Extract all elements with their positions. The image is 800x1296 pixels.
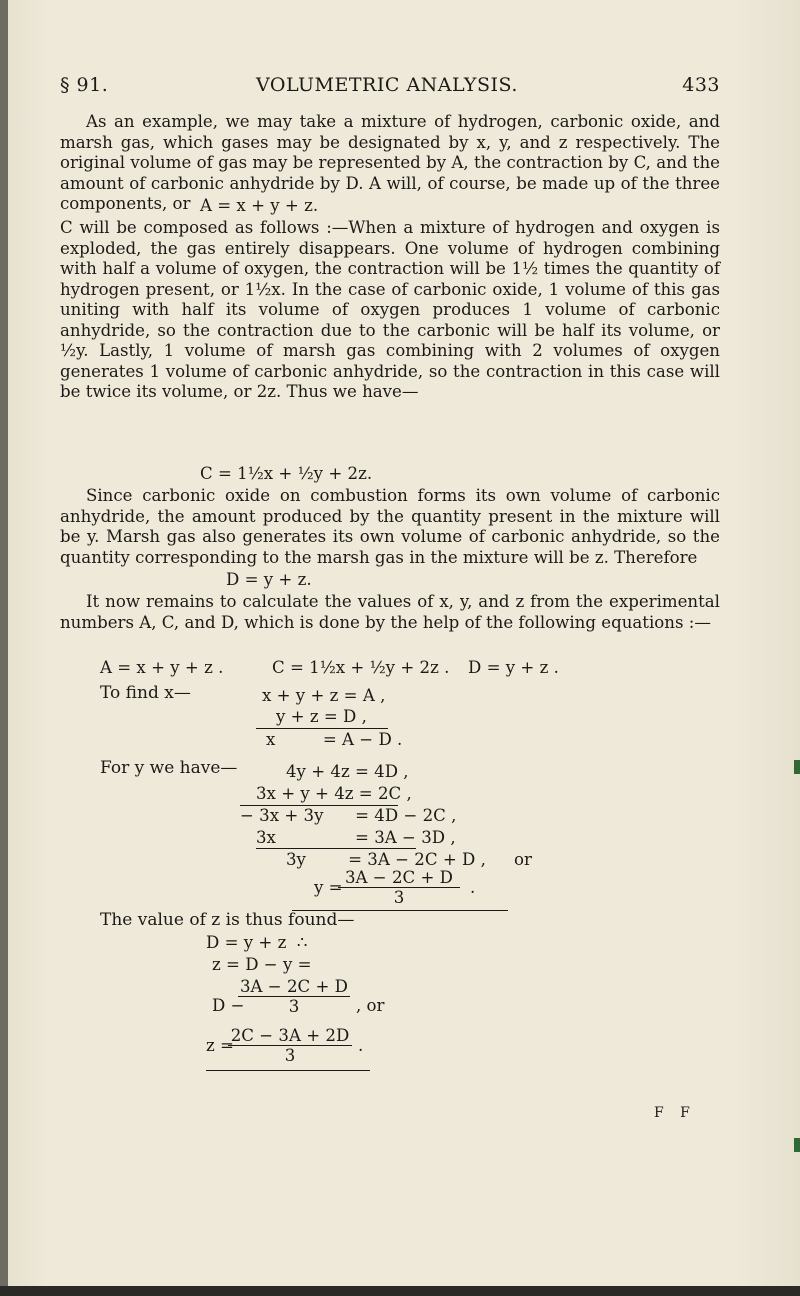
find-z-fraction-1 bbox=[238, 977, 350, 1016]
find-y-line-3: − 3x + 3y = 4D − 2C , bbox=[240, 806, 457, 825]
find-z-period: . bbox=[358, 1036, 364, 1055]
find-z-label: The value of z is thus found— bbox=[100, 910, 355, 930]
equation-a: A = x + y + z. bbox=[200, 196, 319, 215]
find-z-or: , or bbox=[356, 996, 385, 1015]
section-number: § 91. bbox=[60, 74, 109, 96]
find-y-line-2: 3x + y + 4z = 2C , bbox=[256, 784, 412, 803]
find-y-line-1: 4y + 4z = 4D , bbox=[286, 762, 409, 781]
rule-find-x bbox=[256, 728, 388, 729]
find-z-denominator-2: 3 bbox=[284, 1046, 296, 1065]
running-header bbox=[60, 74, 720, 104]
edge-mark-2 bbox=[794, 1138, 800, 1152]
find-z-numerator-1: 3A − 2C + D bbox=[239, 977, 348, 996]
find-y-or: or bbox=[514, 850, 532, 869]
system-equation-d: D = y + z . bbox=[468, 658, 559, 677]
find-y-y-equals: y = bbox=[314, 878, 343, 897]
running-title: VOLUMETRIC ANALYSIS. bbox=[256, 74, 518, 96]
printer-signature: F F bbox=[654, 1105, 696, 1121]
page-number: 433 bbox=[682, 74, 720, 96]
paragraph-anhydride: Since carbonic oxide on combustion forms its own volume of carbonic anhydride, the amount produced by the quantity present in the mixture will be y. Marsh gas also generates its own volume of carbonic anhydride, so the quantity corresponding to the marsh gas in the mixture will be z. Therefore bbox=[60, 486, 720, 567]
find-y-line-4: 3x = 3A − 3D , bbox=[256, 828, 456, 847]
find-y-label: For y we have— bbox=[100, 758, 238, 778]
bottom-shadow bbox=[0, 1286, 800, 1296]
system-equation-a: A = x + y + z . bbox=[100, 658, 224, 677]
find-z-d-minus: D − bbox=[212, 996, 245, 1015]
find-y-denominator: 3 bbox=[393, 888, 405, 907]
system-equation-c: C = 1½x + ½y + 2z . bbox=[272, 658, 450, 677]
find-z-numerator-2: 2C − 3A + 2D bbox=[228, 1026, 352, 1046]
rule-find-y-2 bbox=[256, 848, 416, 849]
find-x-label: To find x— bbox=[100, 683, 191, 703]
book-spine-shadow bbox=[0, 0, 8, 1296]
equation-c: C = 1½x + ½y + 2z. bbox=[200, 464, 373, 483]
find-y-line-5: 3y = 3A − 2C + D , bbox=[286, 850, 486, 869]
equation-d: D = y + z. bbox=[226, 570, 312, 589]
find-y-period: . bbox=[470, 878, 476, 897]
edge-mark-1 bbox=[794, 760, 800, 774]
find-z-z-equals: z = bbox=[206, 1036, 234, 1055]
find-y-numerator: 3A − 2C + D bbox=[338, 868, 460, 888]
find-x-line-1: x + y + z = A , bbox=[262, 686, 386, 705]
find-z-line-1: D = y + z ∴ bbox=[206, 933, 308, 952]
find-z-line-2: z = D − y = bbox=[212, 955, 312, 974]
find-x-line-2: y + z = D , bbox=[276, 707, 367, 726]
find-z-denominator-1: 3 bbox=[288, 997, 300, 1016]
paragraph-contraction: C will be composed as follows :—When a mixture of hydrogen and oxygen is exploded, the gas entirely disappears. One volume of hydrogen combining with half a volume of oxygen, the contraction will be 1½ times the quantity of hydrogen present, or 1½x. In the case of carbonic oxide, 1 volume of this gas uniting with half its volume of oxygen produces 1 volume of carbonic anhydride, so the contraction due to the carbonic will be half its volume, or ½y. Lastly, 1 volume of marsh gas combining with 2 volumes of oxygen generates 1 volume of carbonic anhydride, so the contraction in this case will be twice its volume, or 2z. Thus we have— bbox=[60, 218, 720, 401]
find-z-fraction-2 bbox=[228, 1026, 352, 1065]
paragraph-intro: As an example, we may take a mixture of hydrogen, carbonic oxide, and marsh gas, which gases may be designated by x, y, and z respectively. The original volume of gas may be represented by A, the contraction by C, and the amount of carbonic anhydride by D. A will, of course, be made up of the three components, or bbox=[60, 112, 720, 213]
rule-find-z bbox=[206, 1070, 370, 1071]
paragraph-calculate: It now remains to calculate the values of x, y, and z from the experimental numbers A, C, and D, which is done by the help of the following equations :— bbox=[60, 592, 720, 632]
find-y-fraction bbox=[338, 868, 460, 907]
find-x-line-3: x = A − D . bbox=[266, 730, 403, 749]
